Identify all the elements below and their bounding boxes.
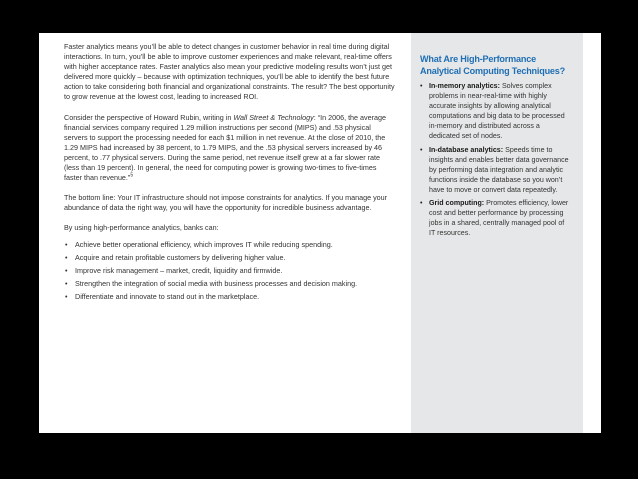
quote-intro: Consider the perspective of Howard Rubin, writing in [64,112,234,122]
technique-in-memory [420,81,572,142]
benefits-list [64,240,396,302]
technique-term: In-database analytics: [429,145,504,154]
sidebar-panel [411,33,583,433]
technique-term: In-memory analytics: [429,82,500,90]
techniques-list [420,81,572,238]
technique-description: Speeds time to insights and enables better data governance by performing data integration and analytic functions inside the database so you won’t have to move or convert data repeatedly. [429,145,569,194]
paragraph-bottom-line: The bottom line: Your IT infrastructure should not impose constraints for analytics. If you manage your abundance of data the right way, you will have the opportunity for incredible business advantage. [64,193,388,213]
sidebar-title: What Are High-Performance Analytical Computing Techniques? [420,54,566,76]
technique-term: Grid computing: [429,199,485,208]
list-item: • Strengthen the integration of social media with business processes and decision making. [64,279,396,289]
quote-body: : “In 2006, the average financial services company required 1.29 million instructions per second (MIPS) and .53 physical servers to support the processing needed for each $1 million in net revenue. At the close of 2010, the 1.29 MIPS had increased by 38 percent, to 1.79 MIPS, and the .53 physical servers increased by 46 percent, to .77 physical servers. During the same period, net revenue itself grew at a far slower rate (less than 19 percent). In general, the need for computing power is growing two-times to five-times faster than revenue.” [64,112,387,183]
paragraph-rubin-quote [64,113,396,184]
paragraph-faster-analytics: Faster analytics means you’ll be able to detect changes in customer behavior in real time during digital interactions. In turn, you’ll be able to improve customer experiences and make relevant, real-time offers with higher acceptance rates. Faster analytics also mean your predictive modeling results won’t just get delivered more quickly – because with optimization techniques, you’ll be able to identify the best future action to take considering both financial and organizational constraints. The result? The best opportunity to grow revenue at the lowest cost, leading to increased ROI. [64,42,395,102]
publication-name: Wall Street & Technology [233,112,314,122]
main-column [64,42,396,305]
footnote-marker: 5 [130,172,134,179]
list-item: • Achieve better operational efficiency, which improves IT while reducing spending. [64,240,396,250]
sidebar-content [420,53,572,241]
list-item: • Differentiate and innovate to stand out in the marketplace. [64,292,396,302]
document-page [39,33,601,433]
technique-description: Promotes efficiency, lower cost and better performance by processing jobs in a shared, centrally managed pool of IT resources. [429,199,569,238]
list-item: • Acquire and retain profitable customers by delivering higher value. [64,253,396,263]
technique-in-database [420,145,572,195]
technique-description: Solves complex problems in near-real-time with highly accurate insights by allowing analytical computations and big data to be processed in-memory and distributed across a dedicated set of nodes. [429,82,565,141]
list-item: • Improve risk management – market, credit, liquidity and firmwide. [64,266,396,276]
technique-grid-computing [420,198,572,238]
paragraph-banks-can: By using high-performance analytics, banks can: [64,223,219,233]
